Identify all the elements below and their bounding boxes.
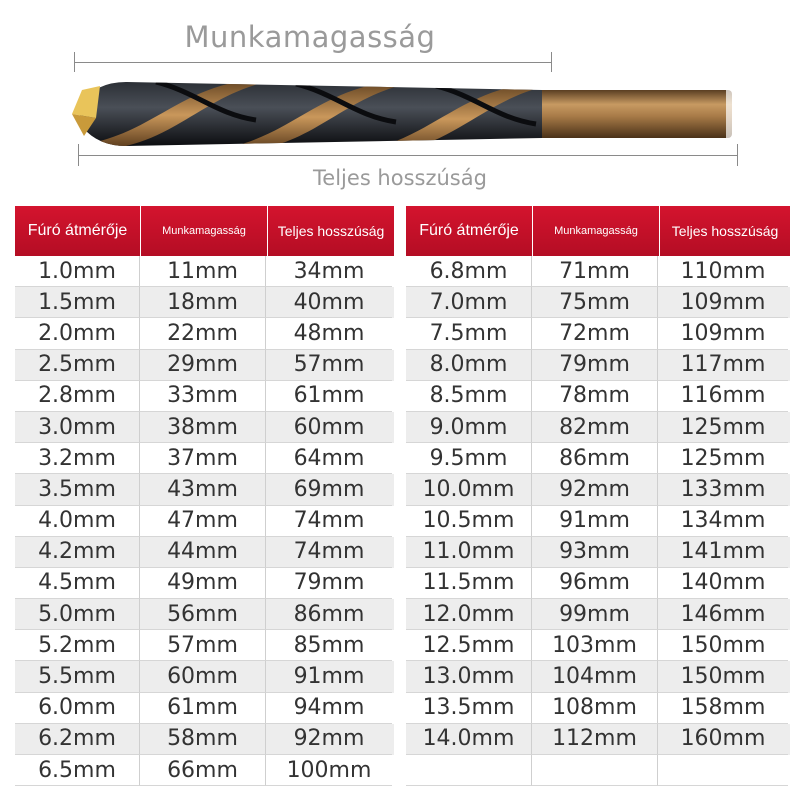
cell-total-length: 109mm <box>658 287 788 318</box>
working-height-label: Munkamagasság <box>184 20 436 54</box>
cell-diameter: 2.8mm <box>15 381 140 412</box>
cell-total-length: 86mm <box>266 599 392 630</box>
cell-total-length: 125mm <box>658 412 788 443</box>
table-header <box>406 206 790 256</box>
cell-diameter: 2.0mm <box>15 318 140 349</box>
total-length-dimension-line <box>78 155 738 156</box>
table-row <box>15 506 394 537</box>
cell-diameter: 11.5mm <box>406 568 532 599</box>
table-row <box>406 661 790 692</box>
total-length-tick-left <box>78 144 79 166</box>
cell-diameter: 12.0mm <box>406 599 532 630</box>
cell-working-height: 96mm <box>532 568 658 599</box>
cell-diameter: 10.0mm <box>406 474 532 505</box>
table-row <box>406 693 790 724</box>
cell-total-length: 133mm <box>658 474 788 505</box>
cell-total-length: 64mm <box>266 443 392 474</box>
table-row <box>406 630 790 661</box>
cell-total-length: 74mm <box>266 506 392 537</box>
table-row <box>15 537 394 568</box>
cell-working-height: 112mm <box>532 724 658 755</box>
table-row <box>406 724 790 755</box>
table-row <box>406 412 790 443</box>
cell-working-height: 78mm <box>532 381 658 412</box>
cell-working-height: 91mm <box>532 506 658 537</box>
cell-total-length: 85mm <box>266 630 392 661</box>
table-row <box>406 443 790 474</box>
cell-total-length: 116mm <box>658 381 788 412</box>
cell-total-length: 60mm <box>266 412 392 443</box>
table-row <box>406 474 790 505</box>
cell-working-height: 103mm <box>532 630 658 661</box>
cell-diameter: 6.2mm <box>15 724 140 755</box>
cell-diameter: 1.5mm <box>15 287 140 318</box>
cell-working-height: 18mm <box>140 287 266 318</box>
table-row <box>15 474 394 505</box>
cell-total-length: 69mm <box>266 474 392 505</box>
cell-total-length: 61mm <box>266 381 392 412</box>
drill-shank-end <box>726 90 734 138</box>
table-row <box>406 287 790 318</box>
working-height-dimension-line <box>74 62 552 63</box>
table-body <box>15 256 394 786</box>
cell-total-length: 110mm <box>658 256 788 287</box>
cell-total-length: 158mm <box>658 693 788 724</box>
table-row <box>406 318 790 349</box>
cell-total-length: 100mm <box>266 755 392 786</box>
working-height-tick-left <box>74 52 75 72</box>
cell-total-length: 34mm <box>266 256 392 287</box>
cell-diameter: 14.0mm <box>406 724 532 755</box>
cell-total-length: 146mm <box>658 599 788 630</box>
cell-working-height: 79mm <box>532 350 658 381</box>
table-row <box>406 755 790 786</box>
cell-working-height: 11mm <box>140 256 266 287</box>
table-header <box>15 206 394 256</box>
cell-diameter: 13.0mm <box>406 661 532 692</box>
cell-diameter: 6.0mm <box>15 693 140 724</box>
cell-working-height <box>532 755 658 786</box>
cell-working-height: 99mm <box>532 599 658 630</box>
cell-total-length: 57mm <box>266 350 392 381</box>
cell-total-length: 117mm <box>658 350 788 381</box>
cell-working-height: 66mm <box>140 755 266 786</box>
cell-working-height: 82mm <box>532 412 658 443</box>
cell-diameter: 3.0mm <box>15 412 140 443</box>
table-row <box>15 412 394 443</box>
cell-working-height: 75mm <box>532 287 658 318</box>
cell-total-length: 160mm <box>658 724 788 755</box>
header-diameter: Fúró átmérője <box>15 206 141 256</box>
table-row <box>15 287 394 318</box>
spec-table-right <box>406 206 790 786</box>
cell-total-length: 40mm <box>266 287 392 318</box>
cell-diameter: 3.5mm <box>15 474 140 505</box>
cell-total-length: 140mm <box>658 568 788 599</box>
cell-diameter: 5.0mm <box>15 599 140 630</box>
cell-working-height: 43mm <box>140 474 266 505</box>
cell-diameter: 8.5mm <box>406 381 532 412</box>
cell-total-length: 94mm <box>266 693 392 724</box>
spec-table-left <box>15 206 394 786</box>
table-row <box>15 599 394 630</box>
cell-diameter: 11.0mm <box>406 537 532 568</box>
table-row <box>15 318 394 349</box>
table-row <box>406 256 790 287</box>
cell-total-length: 141mm <box>658 537 788 568</box>
cell-diameter: 4.5mm <box>15 568 140 599</box>
cell-working-height: 92mm <box>532 474 658 505</box>
cell-total-length: 91mm <box>266 661 392 692</box>
table-row <box>15 724 394 755</box>
cell-total-length: 125mm <box>658 443 788 474</box>
cell-working-height: 86mm <box>532 443 658 474</box>
cell-diameter: 2.5mm <box>15 350 140 381</box>
cell-working-height: 37mm <box>140 443 266 474</box>
cell-working-height: 49mm <box>140 568 266 599</box>
cell-working-height: 104mm <box>532 661 658 692</box>
cell-diameter <box>406 755 532 786</box>
header-working-height: Munkamagasság <box>141 206 268 256</box>
table-row <box>406 599 790 630</box>
cell-total-length: 134mm <box>658 506 788 537</box>
cell-working-height: 61mm <box>140 693 266 724</box>
table-body <box>406 256 790 786</box>
cell-total-length: 150mm <box>658 630 788 661</box>
cell-working-height: 47mm <box>140 506 266 537</box>
cell-working-height: 33mm <box>140 381 266 412</box>
cell-diameter: 9.0mm <box>406 412 532 443</box>
cell-diameter: 7.5mm <box>406 318 532 349</box>
cell-diameter: 7.0mm <box>406 287 532 318</box>
cell-diameter: 4.2mm <box>15 537 140 568</box>
cell-total-length: 150mm <box>658 661 788 692</box>
cell-working-height: 22mm <box>140 318 266 349</box>
header-diameter: Fúró átmérője <box>406 206 533 256</box>
cell-working-height: 108mm <box>532 693 658 724</box>
table-row <box>15 256 394 287</box>
cell-diameter: 6.8mm <box>406 256 532 287</box>
cell-working-height: 56mm <box>140 599 266 630</box>
table-row <box>406 506 790 537</box>
cell-diameter: 4.0mm <box>15 506 140 537</box>
cell-diameter: 3.2mm <box>15 443 140 474</box>
cell-total-length: 109mm <box>658 318 788 349</box>
cell-working-height: 60mm <box>140 661 266 692</box>
table-row <box>15 381 394 412</box>
working-height-tick-right <box>551 52 552 72</box>
cell-total-length <box>658 755 788 786</box>
drill-tip <box>72 86 100 118</box>
cell-working-height: 29mm <box>140 350 266 381</box>
cell-total-length: 74mm <box>266 537 392 568</box>
header-working-height: Munkamagasság <box>533 206 660 256</box>
table-row <box>15 755 394 786</box>
cell-working-height: 44mm <box>140 537 266 568</box>
table-row <box>406 350 790 381</box>
cell-diameter: 5.2mm <box>15 630 140 661</box>
cell-diameter: 12.5mm <box>406 630 532 661</box>
table-row <box>406 568 790 599</box>
header-total-length: Teljes hosszúság <box>277 222 385 239</box>
cell-total-length: 92mm <box>266 724 392 755</box>
cell-working-height: 58mm <box>140 724 266 755</box>
cell-diameter: 13.5mm <box>406 693 532 724</box>
table-row <box>15 661 394 692</box>
cell-total-length: 48mm <box>266 318 392 349</box>
cell-diameter: 9.5mm <box>406 443 532 474</box>
drill-shank <box>536 90 732 138</box>
table-row <box>15 568 394 599</box>
total-length-tick-right <box>737 144 738 166</box>
cell-working-height: 38mm <box>140 412 266 443</box>
table-row <box>15 443 394 474</box>
cell-working-height: 72mm <box>532 318 658 349</box>
table-row <box>406 381 790 412</box>
drill-bit-illustration <box>66 74 746 154</box>
cell-diameter: 5.5mm <box>15 661 140 692</box>
cell-diameter: 6.5mm <box>15 755 140 786</box>
table-row <box>15 350 394 381</box>
cell-diameter: 8.0mm <box>406 350 532 381</box>
table-row <box>15 693 394 724</box>
table-row <box>15 630 394 661</box>
table-row <box>406 537 790 568</box>
cell-total-length: 79mm <box>266 568 392 599</box>
total-length-label: Teljes hosszúság <box>313 166 487 190</box>
cell-working-height: 93mm <box>532 537 658 568</box>
cell-diameter: 1.0mm <box>15 256 140 287</box>
cell-working-height: 71mm <box>532 256 658 287</box>
cell-diameter: 10.5mm <box>406 506 532 537</box>
cell-working-height: 57mm <box>140 630 266 661</box>
header-total-length: Teljes hosszúság <box>671 222 779 239</box>
